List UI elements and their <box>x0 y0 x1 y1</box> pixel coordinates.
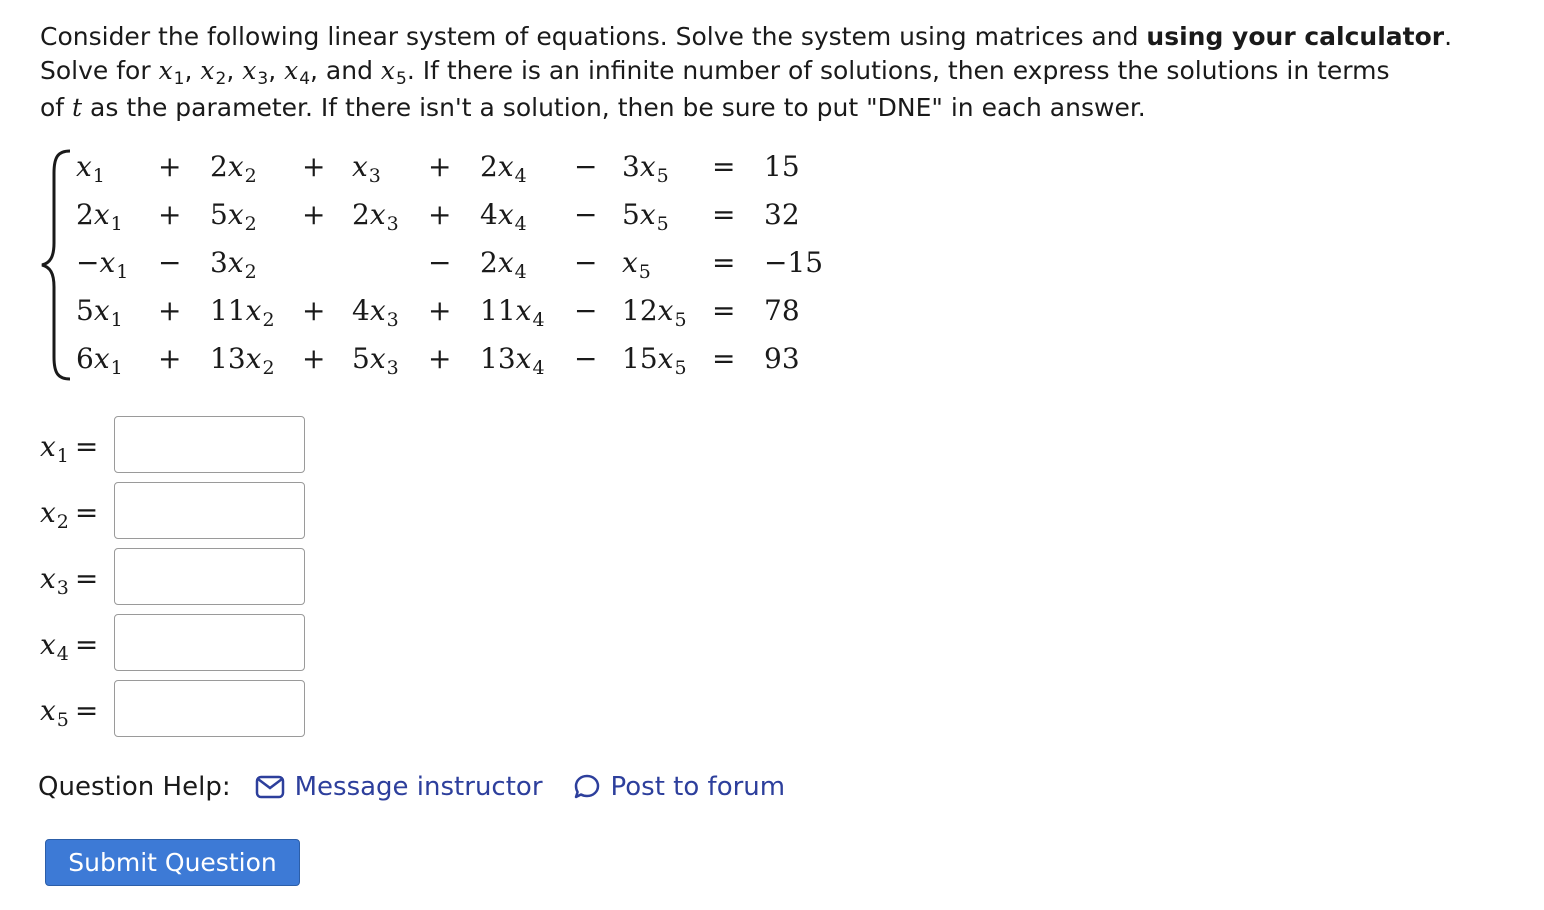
term-x2: $5x_2$ <box>210 198 257 235</box>
constant-term: 78 <box>764 294 800 327</box>
term-x1: $-x_1$ <box>76 246 129 283</box>
operator: + <box>302 198 326 231</box>
term-x4: $4x_4$ <box>480 198 527 235</box>
question-help <box>38 770 785 804</box>
equation-row-3 <box>40 246 860 286</box>
operator: − <box>574 294 598 327</box>
answer-label-x2: $x_2$ = <box>40 496 99 533</box>
term-x2: $11x_2$ <box>210 294 275 331</box>
answer-input-x5[interactable] <box>114 680 305 737</box>
operator: − <box>158 246 182 279</box>
equals-sign: = <box>712 246 736 279</box>
speech-bubble-icon <box>573 773 601 801</box>
term-x5: $x_5$ <box>622 246 651 283</box>
post-to-forum-label: Post to forum <box>610 772 786 802</box>
answer-input-x2[interactable] <box>114 482 305 539</box>
term-x5: $15x_5$ <box>622 342 687 379</box>
answer-row-x5 <box>0 680 340 740</box>
answer-label-x3: $x_3$ = <box>40 562 99 599</box>
operator: − <box>428 246 452 279</box>
operator: + <box>302 294 326 327</box>
operator: − <box>574 342 598 375</box>
answer-row-x4 <box>0 614 340 674</box>
term-x4: $13x_4$ <box>480 342 545 379</box>
operator: + <box>158 150 182 183</box>
operator: + <box>302 342 326 375</box>
equation-row-2 <box>40 198 860 238</box>
answer-input-x1[interactable] <box>114 416 305 473</box>
term-x4: $11x_4$ <box>480 294 545 331</box>
post-to-forum-link[interactable] <box>573 770 786 804</box>
problem-line-1: Consider the following linear system of equations. Solve the system using matrices and using your calculator. <box>40 22 1453 51</box>
question-help-label: Question Help: <box>38 772 231 802</box>
operator: − <box>574 198 598 231</box>
operator: + <box>428 342 452 375</box>
constant-term: 93 <box>764 342 800 375</box>
constant-term: 15 <box>764 150 800 183</box>
operator: + <box>428 198 452 231</box>
operator: + <box>428 150 452 183</box>
answer-row-x3 <box>0 548 340 608</box>
operator: + <box>158 294 182 327</box>
operator: + <box>428 294 452 327</box>
operator: + <box>302 150 326 183</box>
term-x3: $2x_3$ <box>352 198 399 235</box>
equals-sign: = <box>712 294 736 327</box>
term-x2: $13x_2$ <box>210 342 275 379</box>
term-x2: $3x_2$ <box>210 246 257 283</box>
answer-label-x4: $x_4$ = <box>40 628 99 665</box>
equals-sign: = <box>712 150 736 183</box>
term-x5: $5x_5$ <box>622 198 669 235</box>
term-x1: $2x_1$ <box>76 198 123 235</box>
problem-line-2: Solve for $x_1$, $x_2$, $x_3$, $x_4$, and $x_5$. If there is an infinite number of solutions, then express the solutions in terms <box>40 55 1390 89</box>
answer-row-x1 <box>0 416 340 476</box>
mail-icon <box>255 775 285 799</box>
term-x5: $12x_5$ <box>622 294 687 331</box>
answer-label-x1: $x_1$ = <box>40 430 99 467</box>
term-x3: $4x_3$ <box>352 294 399 331</box>
equals-sign: = <box>712 198 736 231</box>
constant-term: −15 <box>764 246 824 279</box>
term-x4: $2x_4$ <box>480 246 527 283</box>
equals-sign: = <box>712 342 736 375</box>
answer-row-x2 <box>0 482 340 542</box>
constant-term: 32 <box>764 198 800 231</box>
operator: + <box>158 198 182 231</box>
equation-system <box>40 145 860 385</box>
operator: − <box>574 246 598 279</box>
emphasis-calculator: using your calculator <box>1146 22 1445 51</box>
submit-question-button[interactable]: Submit Question <box>45 839 300 886</box>
term-x5: $3x_5$ <box>622 150 669 187</box>
equation-row-1 <box>40 150 860 190</box>
answer-input-x4[interactable] <box>114 614 305 671</box>
problem-line-3: of t as the parameter. If there isn't a solution, then be sure to put "DNE" in each answer. <box>40 93 1146 122</box>
term-x2: $2x_2$ <box>210 150 257 187</box>
answer-input-x3[interactable] <box>114 548 305 605</box>
term-x3: $5x_3$ <box>352 342 399 379</box>
equation-row-5 <box>40 342 860 382</box>
term-x1: $5x_1$ <box>76 294 123 331</box>
term-x1: $6x_1$ <box>76 342 123 379</box>
operator: − <box>574 150 598 183</box>
message-instructor-link[interactable] <box>255 770 543 804</box>
equation-row-4 <box>40 294 860 334</box>
term-x4: $2x_4$ <box>480 150 527 187</box>
operator: + <box>158 342 182 375</box>
term-x3: $x_3$ <box>352 150 381 187</box>
problem-statement <box>40 20 1520 125</box>
answer-label-x5: $x_5$ = <box>40 694 99 731</box>
message-instructor-label: Message instructor <box>294 772 543 802</box>
term-x1: $x_1$ <box>76 150 105 187</box>
